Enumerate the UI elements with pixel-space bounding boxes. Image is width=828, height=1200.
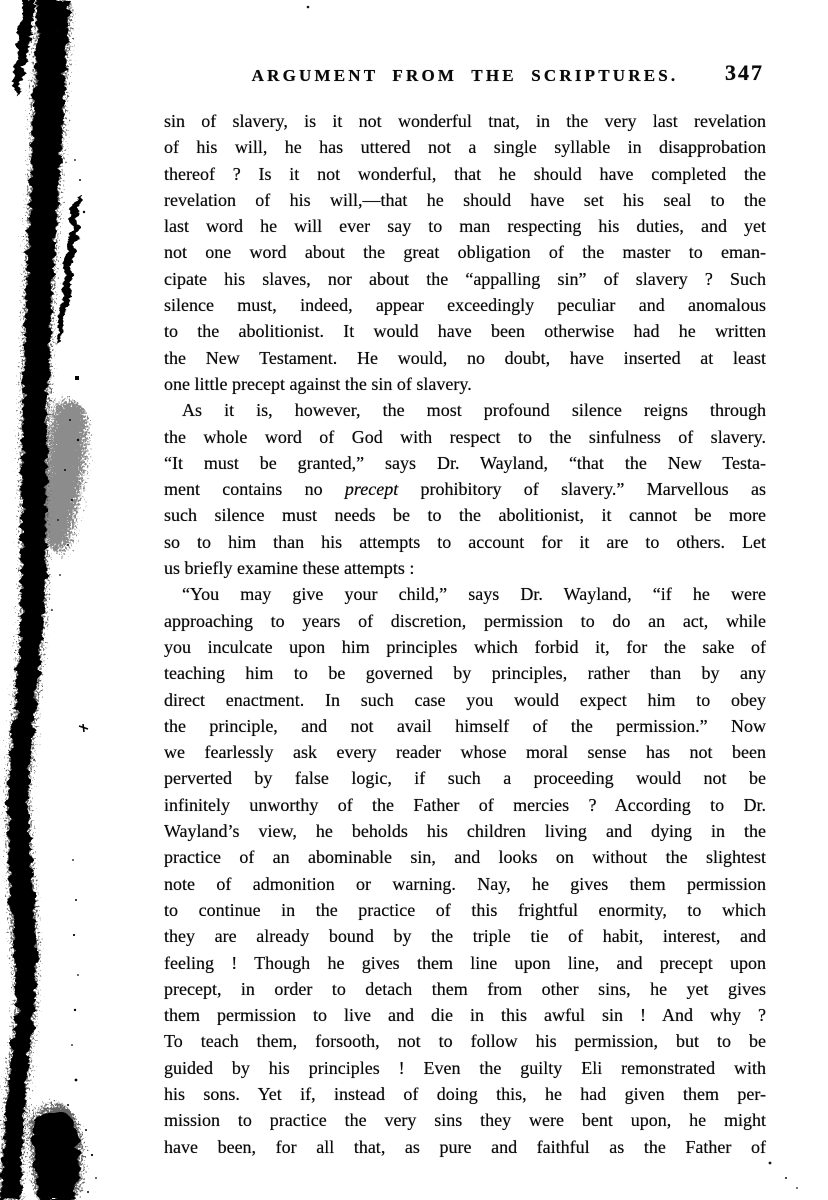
text-line: you inculcate upon him principles which forbid it, for the sake of xyxy=(164,636,766,657)
text-line: teaching him to be governed by principles, rather than by any xyxy=(164,663,766,684)
text-line: To teach them, forsooth, not to follow his permission, but to be xyxy=(164,1031,766,1052)
text-line: silence must, indeed, appear exceedingly peculiar and anomalous xyxy=(164,295,766,316)
text-line: not one word about the great obligation of the master to eman- xyxy=(164,242,766,263)
text-line: mission to practice the very sins they were bent upon, he might xyxy=(164,1110,766,1131)
text-line: practice of an abominable sin, and looks on without the slightest xyxy=(164,847,766,868)
text-line: direct enactment. In such case you would expect him to obey xyxy=(164,689,766,710)
text-line: the whole word of God with respect to the sinfulness of slavery. xyxy=(164,426,766,447)
text-line: them permission to live and die in this awful sin ! And why ? xyxy=(164,1005,766,1026)
text-line: “You may give your child,” says Dr. Wayland, “if he were xyxy=(182,584,766,605)
text-line: precept, in order to detach them from other sins, he yet gives xyxy=(164,978,766,999)
running-header xyxy=(164,60,766,92)
text-line: revelation of his will,—that he should have set his seal to the xyxy=(164,189,766,210)
text-line: us briefly examine these attempts : xyxy=(164,558,415,579)
text-line: one little precept against the sin of slavery. xyxy=(164,373,472,394)
text-line: “It must be granted,” says Dr. Wayland, “that the New Testa- xyxy=(164,452,766,473)
text-line: last word he will ever say to man respecting his duties, and yet xyxy=(164,216,766,237)
text-line: such silence must needs be to the abolitionist, it cannot be more xyxy=(164,505,766,526)
text-line: note of admonition or warning. Nay, he gives them permission xyxy=(164,873,766,894)
text-line: infinitely unworthy of the Father of mercies ? According to Dr. xyxy=(164,794,766,815)
text-block xyxy=(164,108,766,1160)
text-line: have been, for all that, as pure and faithful as the Father of xyxy=(164,1136,766,1157)
text-line: As it is, however, the most profound silence reigns through xyxy=(182,400,766,421)
page-number: 347 xyxy=(725,60,764,85)
text-line: cipate his slaves, nor about the “appalling sin” of slavery ? Such xyxy=(164,268,766,289)
text-line: his sons. Yet if, instead of doing this, he had given them per- xyxy=(164,1083,766,1104)
text-line: the New Testament. He would, no doubt, have inserted at least xyxy=(164,347,766,368)
text-line: approaching to years of discretion, permission to do an act, while xyxy=(164,610,766,631)
text-line: of his will, he has uttered not a single syllable in disapprobation xyxy=(164,137,766,158)
text-line: sin of slavery, is it not wonderful tnat, in the very last revelation xyxy=(164,111,766,131)
text-line: to the abolitionist. It would have been otherwise had he written xyxy=(164,321,766,342)
text-line: they are already bound by the triple tie of habit, interest, and xyxy=(164,926,766,947)
text-line: we fearlessly ask every reader whose moral sense has not been xyxy=(164,742,766,763)
text-line: feeling ! Though he gives them line upon line, and precept upon xyxy=(164,952,766,973)
text-line: Wayland’s view, he beholds his children living and dying in the xyxy=(164,821,766,842)
text-line: thereof ? Is it not wonderful, that he should have completed the xyxy=(164,163,766,184)
text-line: perverted by false logic, if such a proceeding would not be xyxy=(164,768,766,789)
text-line: guided by his principles ! Even the guilty Eli remonstrated with xyxy=(164,1057,766,1078)
text-line: so to him than his attempts to account for it are to others. Let xyxy=(164,531,766,552)
text-line: to continue in the practice of this frightful enormity, to which xyxy=(164,899,766,920)
text-line: ment contains no precept prohibitory of slavery.” Marvellous as xyxy=(164,479,766,500)
text-line: the principle, and not avail himself of the permission.” Now xyxy=(164,715,766,736)
running-header-title: ARGUMENT FROM THE SCRIPTURES. xyxy=(251,66,679,85)
